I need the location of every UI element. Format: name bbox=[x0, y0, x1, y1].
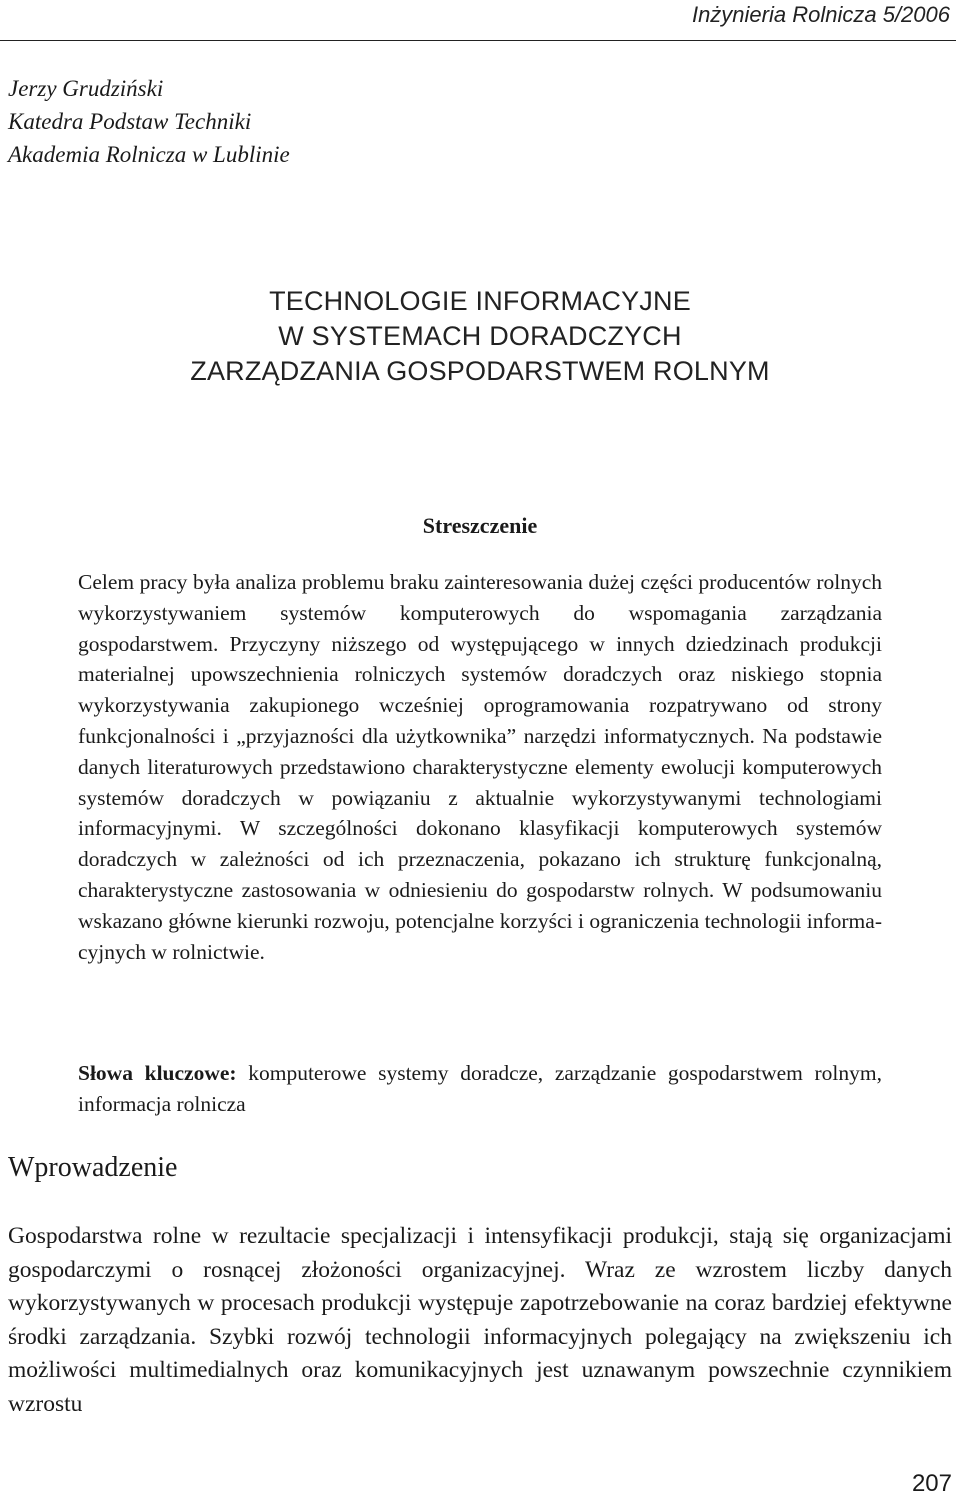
title-line-3: ZARZĄDZANIA GOSPODARSTWEM ROLNYM bbox=[190, 356, 770, 386]
keywords bbox=[78, 1058, 882, 1120]
author-name: Jerzy Grudziński bbox=[8, 76, 164, 101]
introduction-text: Gospodarstwa rolne w rezultacie specjalizacji i intensyfikacji produkcji, stają się organizacjami gospodarczymi o rosnącej złożoności organizacyjnej. Wraz ze wzrostem liczby danych wykorzystywanych w procesach produkcji występuje zapotrzebowanie na coraz bardziej efektywne środki zarządzania. Szybki rozwój technologii informacyjnych polegający na zwiększeniu ich możliwości multimedialnych oraz komunikacyjnych jest uznawanym powszechnie czynnikiem wzrostu bbox=[8, 1223, 952, 1417]
title-line-1: TECHNOLOGIE INFORMACYJNE bbox=[269, 286, 691, 316]
author-block bbox=[8, 72, 290, 171]
author-department: Katedra Podstaw Techniki bbox=[8, 109, 252, 134]
title-line-2: W SYSTEMACH DORADCZYCH bbox=[278, 321, 682, 351]
section-heading-introduction: Wprowadzenie bbox=[8, 1152, 178, 1183]
journal-header bbox=[0, 0, 956, 41]
author-institution: Akademia Rolnicza w Lublinie bbox=[8, 142, 290, 167]
paper-title bbox=[0, 284, 960, 389]
keywords-label: Słowa kluczowe: bbox=[78, 1061, 237, 1085]
abstract-heading: Streszczenie bbox=[422, 513, 538, 538]
keywords-text: komputerowe systemy doradcze, zarządzanie gospodarstwem rolnym, informacja rolnicza bbox=[78, 1061, 882, 1116]
page-number: 207 bbox=[911, 1470, 952, 1497]
abstract-text: Celem pracy była analiza problemu braku zainteresowania dużej części producentów rolnych wykorzystywaniem systemów komputerowych do wspomagania zarządzania gospodarstwem. Przyczyny niższego od występującego w innych dziedzinach produkcji materialnej upowszechnienia rolniczych systemów doradczych oraz niskiego stopnia wykorzystywania zakupionego wcześniej oprogramowania rozpatrywano od strony funkcjonalności i „przyjazności dla użytkownika” narzędzi informatycznych. Na podstawie danych literaturowych przedstawiono charakterystyczne elementy ewolucji komputerowych systemów doradczych w powiązaniu z aktualnie wykorzystywanymi technologiami informacyjnymi. W szczególności dokonano klasyfikacji komputerowych systemów doradczych w zależności od ich przeznaczenia, pokazano ich strukturę funkcjonalną, charakterystyczne zastosowania w odniesieniu do gospodarstw rolnych. W podsumowaniu wskazano główne kierunki rozwoju, potencjalne korzyści i ograniczenia technologii informacyjnych w rolnictwie. bbox=[78, 570, 882, 964]
journal-title: Inżynieria Rolnicza 5/2006 bbox=[691, 2, 950, 27]
